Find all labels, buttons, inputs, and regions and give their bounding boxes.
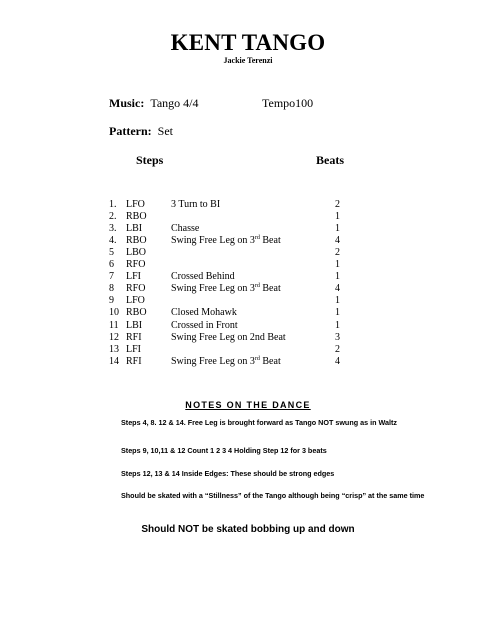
steps-header: Steps — [136, 153, 164, 167]
step-number: 9 — [109, 295, 114, 307]
step-description: 3 Turn to BI — [171, 199, 221, 210]
step-number: 14 — [109, 355, 119, 367]
dance-title: KENT TANGO — [170, 30, 326, 55]
step-description: Swing Free Leg on 3rd Beat — [171, 355, 281, 367]
step-description: Crossed Behind — [171, 271, 235, 283]
author-name: Jackie Terenzi — [223, 56, 273, 65]
step-row — [0, 199, 496, 211]
step-row — [0, 247, 496, 259]
step-beats: 2 — [335, 343, 340, 355]
ordinal-suffix: rd — [254, 235, 260, 242]
step-number: 3. — [109, 223, 117, 235]
step-beats: 1 — [335, 307, 340, 319]
step-row — [0, 320, 496, 332]
step-beats: 3 — [335, 331, 340, 343]
step-beats: 4 — [335, 235, 340, 247]
step-row — [0, 332, 496, 344]
ordinal-suffix: rd — [254, 355, 260, 362]
step-edge: RFI — [126, 331, 142, 343]
step-description: Swing Free Leg on 2nd Beat — [171, 331, 286, 343]
step-row — [0, 271, 496, 283]
step-row — [0, 356, 496, 368]
step-beats: 4 — [335, 355, 340, 367]
note-item: Should be skated with a “Stillness” of the Tango although being “crisp” at the same time — [121, 491, 425, 500]
step-edge: LFI — [126, 271, 141, 283]
step-edge: LBO — [126, 247, 146, 259]
step-number: 5 — [109, 247, 114, 259]
step-beats: 4 — [335, 283, 340, 295]
step-edge: RFO — [126, 259, 146, 271]
step-beats: 1 — [335, 259, 340, 271]
music-label: Music: — [109, 96, 145, 110]
step-number: 6 — [109, 259, 114, 271]
step-edge: RBO — [126, 235, 147, 247]
step-edge: RBO — [126, 307, 147, 319]
step-description: Swing Free Leg on 3rd Beat — [171, 283, 281, 295]
music-value: Tango 4/4 — [150, 96, 199, 110]
step-edge: RFO — [126, 283, 146, 295]
step-beats: 2 — [335, 199, 340, 210]
pattern-line — [109, 124, 173, 139]
step-row — [0, 307, 496, 319]
step-number: 4. — [109, 235, 117, 247]
step-edge: LFO — [126, 295, 145, 307]
note-item: Steps 9, 10,11 & 12 Count 1 2 3 4 Holding Step 12 for 3 beats — [121, 446, 327, 455]
step-beats: 1 — [335, 223, 340, 235]
step-number: 10 — [109, 307, 119, 319]
step-number: 2. — [109, 211, 117, 223]
step-beats: 1 — [335, 295, 340, 307]
step-beats: 1 — [335, 211, 340, 223]
step-beats: 1 — [335, 271, 340, 283]
step-row — [0, 295, 496, 307]
step-row — [0, 211, 496, 223]
notes-title: NOTES ON THE DANCE — [185, 400, 311, 410]
step-number: 7 — [109, 271, 114, 283]
step-description: Closed Mohawk — [171, 307, 237, 319]
step-edge: LFI — [126, 343, 141, 355]
step-row — [0, 283, 496, 295]
note-item: Steps 12, 13 & 14 Inside Edges: These should be strong edges — [121, 469, 335, 478]
step-edge: LBI — [126, 319, 143, 331]
step-row — [0, 259, 496, 271]
step-description: Swing Free Leg on 3rd Beat — [171, 235, 281, 247]
step-beats: 1 — [335, 319, 340, 331]
step-row — [0, 344, 496, 356]
step-number: 8 — [109, 283, 114, 295]
step-number: 13 — [109, 343, 119, 355]
step-number: 12 — [109, 331, 119, 343]
ordinal-suffix: rd — [254, 283, 260, 290]
step-description: Crossed in Front — [171, 319, 238, 331]
step-description: Chasse — [171, 223, 200, 235]
final-note: Should NOT be skated bobbing up and down — [141, 524, 355, 535]
music-line — [109, 96, 198, 111]
step-edge: RBO — [126, 211, 147, 223]
pattern-label: Pattern: — [109, 124, 152, 138]
step-row — [0, 235, 496, 247]
pattern-value: Set — [157, 124, 173, 138]
step-number: 11 — [109, 319, 119, 331]
step-number: 1. — [109, 199, 117, 210]
step-row — [0, 223, 496, 235]
step-beats: 2 — [335, 247, 340, 259]
tempo-value: Tempo100 — [262, 96, 314, 110]
step-edge: RFI — [126, 355, 142, 367]
step-edge: LFO — [126, 199, 145, 210]
step-edge: LBI — [126, 223, 143, 235]
note-item: Steps 4, 8. 12 & 14. Free Leg is brought forward as Tango NOT swung as in Waltz — [121, 418, 397, 427]
beats-header: Beats — [316, 153, 344, 167]
